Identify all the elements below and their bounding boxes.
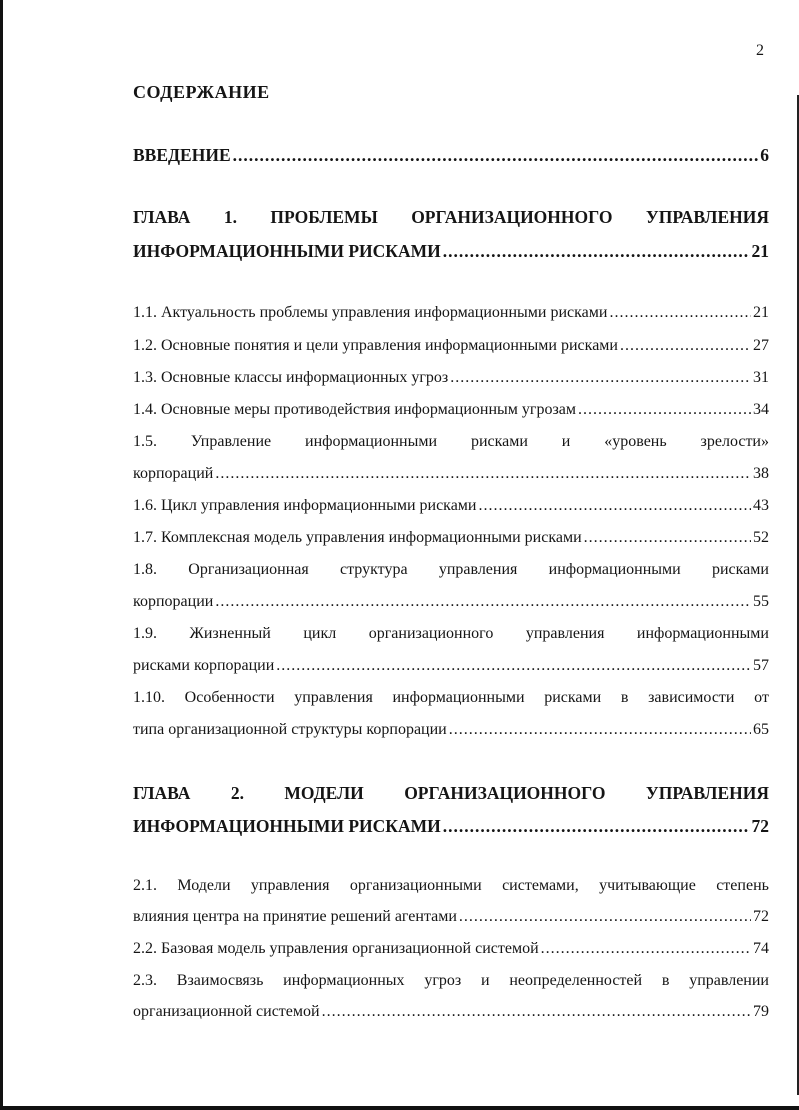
entry-page: 65: [753, 721, 769, 738]
toc-entry-2-1-line-1[interactable]: [133, 877, 769, 895]
word: УПРАВЛЕНИЯ: [645, 783, 769, 803]
toc-entry-1-5-line-2[interactable]: [133, 465, 769, 483]
dot-leader: [609, 304, 751, 322]
word: 1.9.: [133, 625, 157, 642]
chapter-1-heading-line-1[interactable]: [133, 207, 769, 228]
entry-page: 72: [753, 908, 769, 925]
entry-page: 55: [753, 593, 769, 610]
dot-leader: [584, 529, 751, 547]
word: Организационная: [188, 561, 309, 578]
dot-leader: [459, 908, 751, 926]
word: учитывающие: [599, 877, 696, 894]
word: 2.: [230, 783, 244, 803]
entry-page: 79: [753, 1003, 769, 1020]
word: Жизненный: [189, 625, 271, 642]
word: ОРГАНИЗАЦИОННОГО: [411, 207, 613, 227]
word: Модели: [177, 877, 231, 894]
word: управления: [250, 877, 330, 894]
toc-entry-1-1[interactable]: [133, 304, 769, 322]
word: управления: [438, 561, 518, 578]
toc-heading: СОДЕРЖАНИЕ: [133, 82, 270, 102]
word: ПРОБЛЕМЫ: [270, 207, 378, 227]
dot-leader: [215, 465, 751, 483]
word: информационными: [548, 561, 681, 578]
word: зависимости: [648, 689, 735, 706]
dot-leader: [215, 593, 751, 611]
word: неопределенностей: [509, 972, 643, 989]
entry-title: 1.3. Основные классы информационных угроз: [133, 369, 449, 386]
word: информационными: [305, 433, 438, 450]
word: МОДЕЛИ: [284, 783, 364, 803]
entry-page: 43: [753, 497, 769, 514]
word: информационными: [636, 625, 769, 642]
dot-leader: [479, 497, 752, 515]
dot-leader: [233, 145, 759, 166]
word: степень: [716, 877, 769, 894]
word: управлении: [689, 972, 769, 989]
entry-page: 27: [753, 337, 769, 354]
toc-entry-1-6[interactable]: [133, 497, 769, 515]
dot-leader: [620, 337, 751, 355]
word: от: [754, 689, 769, 706]
entry-title: влияния центра на принятие решений агентами: [133, 908, 457, 925]
entry-page: 72: [751, 816, 769, 836]
dot-leader: [443, 241, 750, 262]
entry-page: 21: [753, 304, 769, 321]
word: цикл: [303, 625, 337, 642]
word: 1.5.: [133, 433, 157, 450]
entry-title: ВВЕДЕНИЕ: [133, 145, 231, 165]
entry-title: 1.6. Цикл управления информационными рисками: [133, 497, 477, 514]
scan-edge-left: [0, 0, 3, 1110]
toc-entry-2-3-line-1[interactable]: [133, 972, 769, 990]
dot-leader: [443, 816, 750, 837]
chapter-2-heading-line-2[interactable]: [133, 816, 769, 837]
word: 1.10.: [133, 689, 165, 706]
word: в: [661, 972, 670, 989]
word: «уровень: [604, 433, 667, 450]
entry-title: организационной системой: [133, 1003, 320, 1020]
word: УПРАВЛЕНИЯ: [645, 207, 769, 227]
toc-entry-1-9-line-2[interactable]: [133, 657, 769, 675]
entry-page: 6: [760, 145, 769, 165]
entry-page: 38: [753, 465, 769, 482]
page-number: 2: [756, 42, 764, 59]
toc-entry-1-4[interactable]: [133, 401, 769, 419]
word: 1.8.: [133, 561, 157, 578]
word: организационного: [368, 625, 494, 642]
toc-entry-1-8-line-2[interactable]: [133, 593, 769, 611]
entry-page: 74: [753, 940, 769, 957]
dot-leader: [449, 721, 751, 739]
chapter-1-heading-line-2[interactable]: [133, 241, 769, 262]
entry-title: 1.2. Основные понятия и цели управления информационными рисками: [133, 337, 618, 354]
entry-page: 21: [751, 241, 769, 261]
entry-title: типа организационной структуры корпорации: [133, 721, 447, 738]
entry-title: 1.7. Комплексная модель управления информационными рисками: [133, 529, 582, 546]
word: Управление: [190, 433, 272, 450]
word: организационными: [349, 877, 482, 894]
toc-entry-2-2[interactable]: [133, 940, 769, 958]
scan-edge-bottom: [0, 1106, 799, 1110]
word: рисками: [470, 433, 528, 450]
toc-entry-2-1-line-2[interactable]: [133, 908, 769, 926]
word: 2.3.: [133, 972, 157, 989]
word: ОРГАНИЗАЦИОННОГО: [404, 783, 606, 803]
word: Особенности: [184, 689, 275, 706]
word: и: [481, 972, 490, 989]
toc-entry-1-3[interactable]: [133, 369, 769, 387]
word: рисками: [711, 561, 769, 578]
toc-entry-1-7[interactable]: [133, 529, 769, 547]
word: и: [561, 433, 571, 450]
entry-title: 1.1. Актуальность проблемы управления информационными рисками: [133, 304, 608, 321]
word: 2.1.: [133, 877, 157, 894]
toc-entry-introduction[interactable]: [133, 145, 769, 166]
entry-title: 2.2. Базовая модель управления организационной системой: [133, 940, 539, 957]
word: управления: [294, 689, 373, 706]
dot-leader: [541, 940, 751, 958]
entry-title: ИНФОРМАЦИОННЫМИ РИСКАМИ: [133, 816, 441, 836]
word: информационных: [283, 972, 405, 989]
entry-page: 31: [753, 369, 769, 386]
word: управления: [525, 625, 605, 642]
word: ГЛАВА: [133, 207, 191, 227]
toc-entry-1-2[interactable]: [133, 337, 769, 355]
chapter-2-heading-line-1[interactable]: [133, 783, 769, 804]
entry-page: 57: [753, 657, 769, 674]
entry-title: ИНФОРМАЦИОННЫМИ РИСКАМИ: [133, 241, 441, 261]
dot-leader: [578, 401, 751, 419]
entry-title: рисками корпорации: [133, 657, 275, 674]
dot-leader: [450, 369, 751, 387]
toc-entry-1-8-line-1[interactable]: [133, 561, 769, 579]
entry-title: корпорации: [133, 593, 214, 610]
word: рисками: [544, 689, 602, 706]
toc-entry-1-9-line-1[interactable]: [133, 625, 769, 643]
word: угроз: [424, 972, 462, 989]
entry-title: 1.4. Основные меры противодействия информационным угрозам: [133, 401, 577, 418]
entry-page: 52: [753, 529, 769, 546]
word: ГЛАВА: [133, 783, 191, 803]
word: Взаимосвязь: [176, 972, 264, 989]
toc-entry-1-10-line-2[interactable]: [133, 721, 769, 739]
word: в: [620, 689, 629, 706]
word: 1.: [223, 207, 237, 227]
entry-page: 34: [753, 401, 769, 418]
toc-entry-1-10-line-1[interactable]: [133, 689, 769, 707]
dot-leader: [322, 1003, 751, 1021]
entry-title: корпораций: [133, 465, 214, 482]
word: структура: [340, 561, 408, 578]
word: информационными: [392, 689, 525, 706]
word: системами,: [502, 877, 579, 894]
toc-entry-2-3-line-2[interactable]: [133, 1003, 769, 1021]
toc-entry-1-5-line-1[interactable]: [133, 433, 769, 451]
dot-leader: [276, 657, 751, 675]
word: зрелости»: [700, 433, 769, 450]
